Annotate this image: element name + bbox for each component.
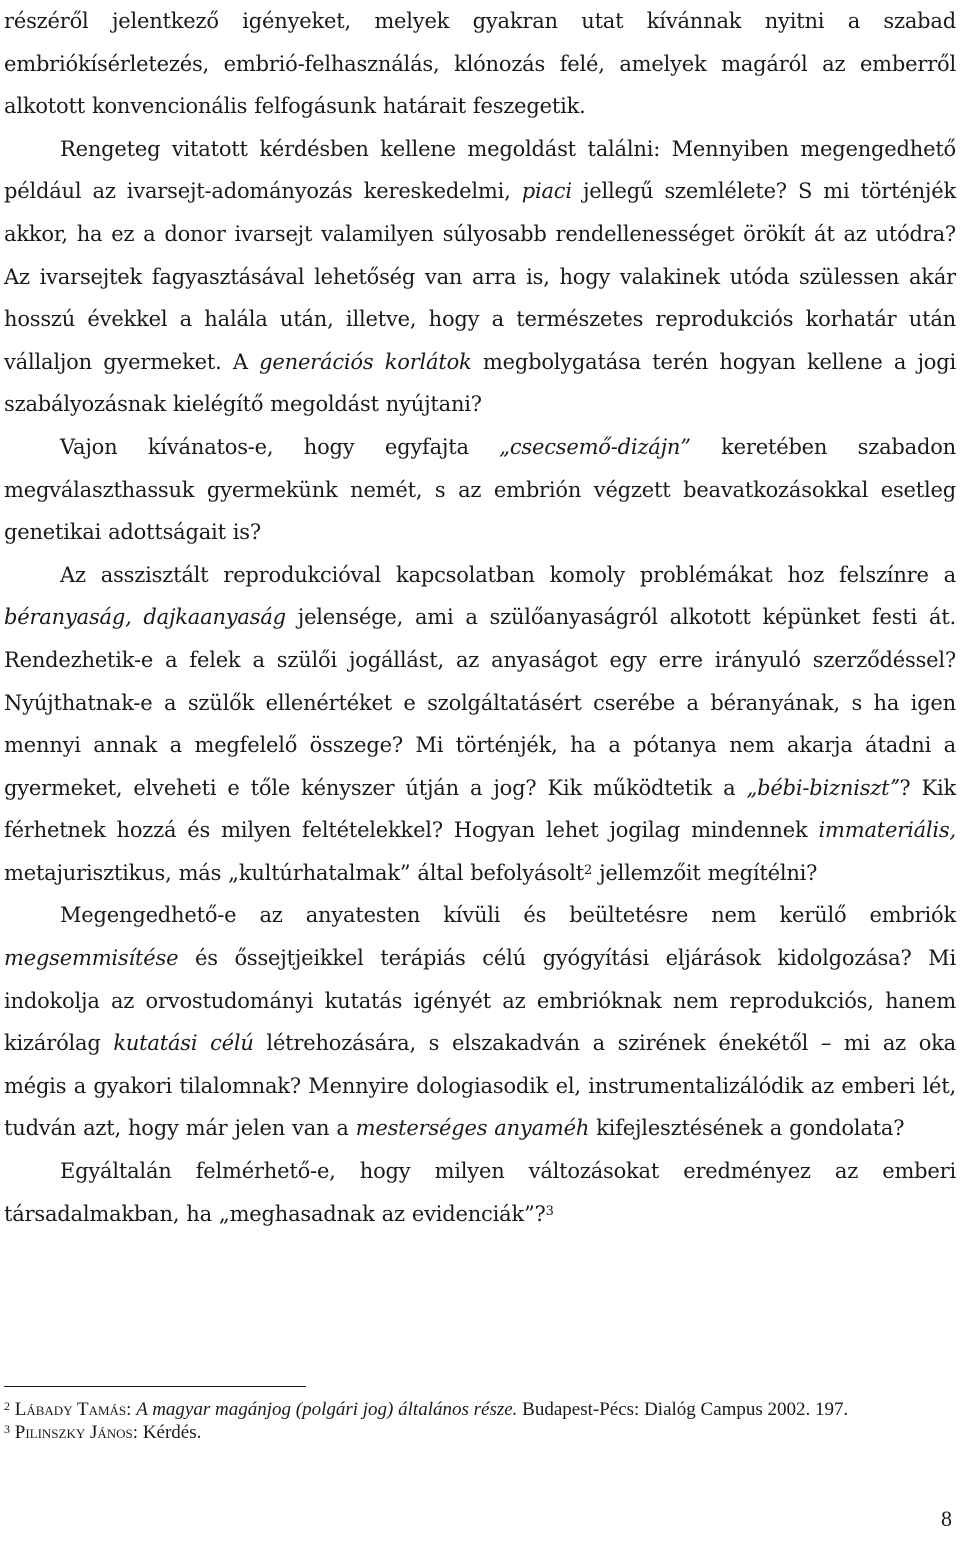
footnote-text: Kérdés. (138, 1422, 202, 1443)
emphasis: mesterséges anyaméh (355, 1116, 590, 1141)
document-page (4, 0, 956, 1235)
paragraph-1 (4, 128, 956, 426)
paragraph-2 (4, 426, 956, 554)
footnote-number: 3 (4, 1422, 10, 1436)
text-run: Rengeteg vitatott kérdésben kellene megoldást találni: Mennyiben megengedhető például az ivarsejt-adományozás kereskedelmi, (4, 136, 956, 204)
text-run: Az asszisztált reprodukcióval kapcsolatban komoly problémákat hoz felszínre a (60, 562, 956, 587)
text-run: Megengedhető-e az anyatesten kívüli és beültetésre nem kerülő embriók (60, 903, 956, 928)
text-run: metajurisztikus, más „kultúrhatalmak” által befolyásolt (4, 860, 585, 885)
footnote-author: Lábady Tamás: (14, 1399, 132, 1420)
text-run: jellegű szemlélete? S mi történjék akkor, ha ez a donor ivarsejt valamilyen súlyosabb rendellenességet örökít át az utódra? Az ivarsejtek fagyasztásával lehetőség van arra is, hogy valakinek utóda szülessen akár hosszú évekkel a halála után, illetve, hogy a természetes reprodukciós korhatár után vállaljon gyermeket. A (4, 179, 957, 374)
text-run: létrehozására, s elszakadván a szirének énekétől – mi az oka mégis a gyakori tilalomnak? Mennyire dologiasodik el, instrumentalizálódik az emberi lét, tudván azt, hogy már jelen van a (4, 1031, 957, 1141)
paragraph-0 (4, 0, 956, 128)
footnotes (4, 1398, 956, 1444)
text-run: ? Kik férhetnek hozzá és milyen feltételekkel? Hogyan lehet jogilag mindennek (4, 775, 956, 843)
footnote-ref[interactable]: 3 (545, 1203, 554, 1219)
footnote-3 (4, 1421, 956, 1444)
text-run: jelensége, ami a szülőanyaságról alkotott képünket festi át. Rendezhetik-e a felek a szülői jogállást, az anyaságot egy erre irányuló szerződéssel? Nyújthatnak-e a szülők ellenértéket e szolgáltatásért cserébe a béranyának, s ha igen mennyi annak a megfelelő összege? Mi történjék, ha a pótanya nem akarja átadni a gyermeket, elveheti e tőle kényszer útján a jog? Kik működtetik a (4, 605, 956, 800)
footnote-number: 2 (4, 1399, 10, 1413)
emphasis: generációs korlátok (259, 349, 472, 374)
footnote-2 (4, 1398, 956, 1421)
body-text (4, 0, 956, 1235)
text-run: kifejlesztésének a gondolata? (589, 1116, 905, 1141)
text-run: megbolygatása terén hogyan kellene a jogi szabályozásnak kielégítő megoldást nyújtani? (4, 349, 956, 417)
text-run: Vajon kívánatos-e, hogy egyfajta (60, 434, 500, 459)
text-run: Egyáltalán felmérhető-e, hogy milyen változásokat eredményez az emberi társadalmakban, ha „meghasadnak az evidenciák”? (4, 1159, 956, 1226)
emphasis: béranyaság, dajkaanyaság (4, 605, 286, 630)
emphasis: immateriális, (818, 818, 956, 843)
emphasis: kutatási célú (113, 1031, 254, 1056)
emphasis: „csecsemő-dizájn” (499, 434, 691, 459)
footnote-separator (4, 1386, 306, 1387)
emphasis: „bébi-biznisztˮ (746, 775, 900, 800)
page-number: 8 (941, 1506, 952, 1531)
emphasis: megsemmisítése (4, 946, 179, 971)
paragraph-5 (4, 1150, 956, 1235)
footnote-ref[interactable]: 2 (584, 862, 593, 878)
text-run: részéről jelentkező igényeket, melyek gyakran utat kívánnak nyitni a szabad embriókísérletezés, embrió-felhasználás, klónozás felé, amelyek magáról az emberről alkotott konvencionális felfogásunk határait feszegetik. (4, 9, 956, 119)
text-run: keretében szabadon megválaszthassuk gyermekünk nemét, s az embrión végzett beavatkozásokkal esetleg genetikai adottságait is? (4, 434, 956, 545)
footnote-title: A magyar magánjog (polgári jog) általános része. (136, 1399, 518, 1420)
text-run: és őssejtjeikkel terápiás célú gyógyítási eljárások kidolgozása? Mi indokolja az orvostudományi kutatás igényét az embrióknak nem reprodukciós, hanem kizárólag (4, 946, 956, 1056)
paragraph-3 (4, 554, 956, 895)
footnote-text: Budapest-Pécs: Dialóg Campus 2002. 197. (517, 1399, 849, 1420)
paragraph-4 (4, 894, 956, 1150)
footnote-author: Pilinszky János: (14, 1422, 139, 1443)
emphasis: piaci (521, 179, 572, 204)
text-run: jellemzőit megítélni? (592, 860, 818, 885)
